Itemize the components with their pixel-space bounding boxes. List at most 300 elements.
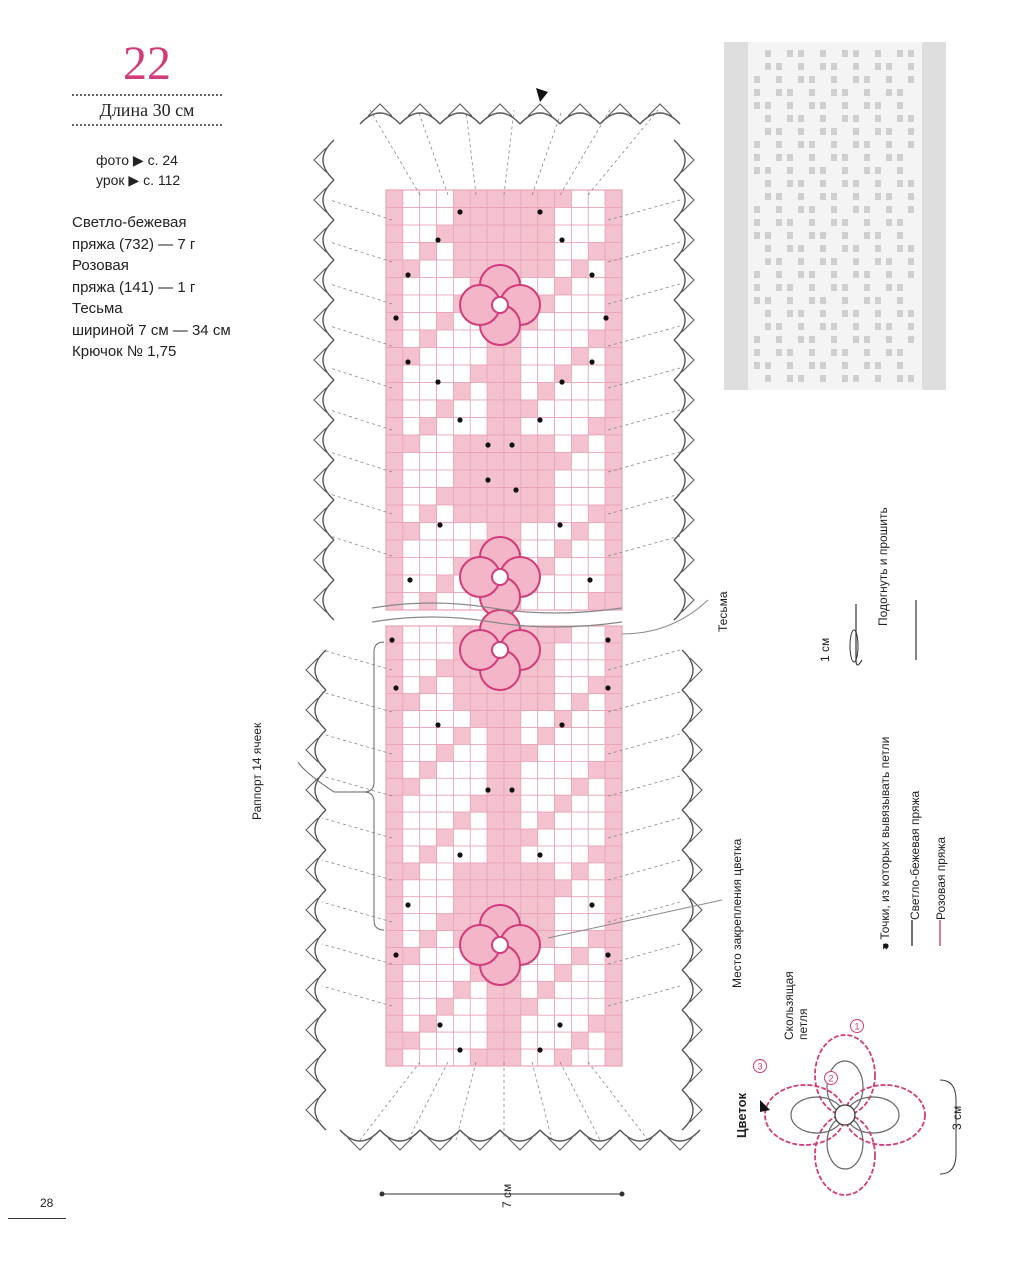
grid-cell bbox=[403, 488, 420, 506]
grid-cell bbox=[538, 190, 555, 208]
grid-cell bbox=[588, 435, 605, 453]
grid-cell bbox=[437, 593, 454, 611]
grid-cell bbox=[555, 863, 572, 880]
grid-cell bbox=[504, 694, 521, 711]
grid-cell bbox=[487, 880, 504, 897]
grid-cell bbox=[538, 728, 555, 745]
grid-cell bbox=[555, 593, 572, 611]
grid-cell bbox=[403, 435, 420, 453]
grid-cell bbox=[504, 761, 521, 778]
grid-cell bbox=[420, 330, 437, 348]
right-lower-edge bbox=[682, 650, 702, 1130]
grid-cell bbox=[403, 540, 420, 558]
grid-cell bbox=[386, 677, 403, 694]
grid-cell bbox=[437, 1049, 454, 1066]
pickup-dot bbox=[393, 685, 398, 690]
grid-cell bbox=[605, 505, 622, 523]
grid-cell bbox=[538, 435, 555, 453]
grid-cell bbox=[538, 761, 555, 778]
grid-cell bbox=[521, 677, 538, 694]
grid-cell bbox=[555, 453, 572, 471]
grid-cell bbox=[420, 295, 437, 313]
grid-cell bbox=[588, 295, 605, 313]
grid-cell bbox=[504, 453, 521, 471]
grid-cell bbox=[605, 575, 622, 593]
grid-cell bbox=[504, 778, 521, 795]
grid-cell bbox=[403, 948, 420, 965]
grid-cell bbox=[470, 846, 487, 863]
grid-cell bbox=[605, 470, 622, 488]
pickup-dot bbox=[405, 272, 410, 277]
grid-cell bbox=[386, 365, 403, 383]
grid-cell bbox=[453, 243, 470, 261]
grid-cell bbox=[386, 453, 403, 471]
grid-cell bbox=[386, 488, 403, 506]
grid-cell bbox=[588, 981, 605, 998]
flower-detail bbox=[765, 1035, 925, 1195]
grid-cell bbox=[403, 278, 420, 296]
grid-cell bbox=[487, 778, 504, 795]
grid-cell bbox=[605, 964, 622, 981]
pickup-dot bbox=[589, 902, 594, 907]
grid-cell bbox=[437, 897, 454, 914]
grid-cell bbox=[538, 829, 555, 846]
edge-scallop bbox=[640, 113, 680, 124]
grid-cell bbox=[521, 260, 538, 278]
pickup-dot bbox=[485, 442, 490, 447]
pickup-dot bbox=[589, 359, 594, 364]
grid-cell bbox=[588, 243, 605, 261]
grid-cell bbox=[420, 470, 437, 488]
grid-cell bbox=[555, 964, 572, 981]
grid-cell bbox=[538, 470, 555, 488]
grid-cell bbox=[487, 190, 504, 208]
grid-cell bbox=[403, 295, 420, 313]
grid-cell bbox=[487, 1032, 504, 1049]
grid-cell bbox=[420, 931, 437, 948]
grid-cell bbox=[521, 190, 538, 208]
stitch-dash bbox=[322, 902, 392, 922]
edge-scallop bbox=[674, 260, 685, 300]
grid-cell bbox=[555, 505, 572, 523]
grid-cell bbox=[571, 593, 588, 611]
lesson-ref: урок ▶ с. 112 bbox=[96, 172, 181, 188]
grid-cell bbox=[420, 575, 437, 593]
grid-cell bbox=[605, 998, 622, 1015]
grid-cell bbox=[538, 626, 555, 643]
left-upper-edge bbox=[314, 140, 334, 620]
edge-scallop bbox=[660, 1130, 700, 1141]
edge-scallop bbox=[520, 113, 560, 124]
grid-cell bbox=[386, 846, 403, 863]
pickup-dot bbox=[603, 315, 608, 320]
grid-cell bbox=[470, 728, 487, 745]
grid-cell bbox=[588, 470, 605, 488]
flower-title: Цветок bbox=[734, 1092, 749, 1138]
grid-cell bbox=[437, 505, 454, 523]
pickup-dot bbox=[435, 237, 440, 242]
grid-cell bbox=[487, 744, 504, 761]
grid-cell bbox=[386, 761, 403, 778]
grid-cell bbox=[470, 208, 487, 226]
grid-cell bbox=[403, 643, 420, 660]
grid-cell bbox=[453, 880, 470, 897]
edge-scallop bbox=[323, 180, 334, 220]
grid-cell bbox=[571, 558, 588, 576]
grid-cell bbox=[521, 470, 538, 488]
grid-cell bbox=[521, 964, 538, 981]
grid-cell bbox=[571, 295, 588, 313]
edge-scallop bbox=[315, 970, 326, 1010]
stitch-dash bbox=[330, 410, 392, 430]
grid-cell bbox=[453, 208, 470, 226]
grid-cell bbox=[437, 540, 454, 558]
grid-cell bbox=[605, 660, 622, 677]
grid-cell bbox=[437, 795, 454, 812]
tape-leader bbox=[622, 600, 708, 634]
grid-cell bbox=[386, 897, 403, 914]
grid-cell bbox=[420, 677, 437, 694]
edge-scallop bbox=[682, 770, 693, 810]
flower-round-3 bbox=[815, 1115, 875, 1195]
grid-cell bbox=[555, 677, 572, 694]
grid-cell bbox=[386, 964, 403, 981]
grid-cell bbox=[420, 558, 437, 576]
pickup-dot bbox=[407, 577, 412, 582]
stitch-dash bbox=[560, 110, 610, 195]
grid-cell bbox=[386, 795, 403, 812]
grid-cell bbox=[470, 243, 487, 261]
grid-cell bbox=[521, 383, 538, 401]
edge-scallop bbox=[682, 850, 693, 890]
stitch-dash bbox=[330, 284, 392, 304]
grid-cell bbox=[403, 846, 420, 863]
grid-cell bbox=[453, 383, 470, 401]
grid-cell bbox=[605, 711, 622, 728]
grid-cell bbox=[605, 829, 622, 846]
flower-center bbox=[492, 297, 508, 313]
grid-cell bbox=[538, 964, 555, 981]
grid-cell bbox=[437, 295, 454, 313]
grid-cell bbox=[437, 931, 454, 948]
grid-cell bbox=[605, 348, 622, 366]
grid-cell bbox=[571, 880, 588, 897]
grid-cell bbox=[555, 330, 572, 348]
grid-cell bbox=[403, 626, 420, 643]
edge-scallop bbox=[315, 1050, 326, 1090]
grid-cell bbox=[538, 593, 555, 611]
edge-scallop bbox=[560, 113, 600, 124]
grid-cell bbox=[555, 846, 572, 863]
grid-cell bbox=[386, 435, 403, 453]
grid-cell bbox=[386, 744, 403, 761]
grid-cell bbox=[420, 846, 437, 863]
grid-cell bbox=[470, 812, 487, 829]
grid-cell bbox=[453, 694, 470, 711]
grid-cell bbox=[588, 225, 605, 243]
edge-scallop bbox=[323, 380, 334, 420]
grid-cell bbox=[521, 846, 538, 863]
grid-cell bbox=[571, 677, 588, 694]
grid-cell bbox=[555, 643, 572, 660]
grid-cell bbox=[588, 453, 605, 471]
grid-cell bbox=[538, 795, 555, 812]
grid-cell bbox=[555, 470, 572, 488]
grid-cell bbox=[571, 453, 588, 471]
grid-cell bbox=[555, 348, 572, 366]
flower-round-3 bbox=[815, 1035, 875, 1115]
grid-cell bbox=[571, 540, 588, 558]
edge-scallop bbox=[315, 730, 326, 770]
grid-cell bbox=[605, 795, 622, 812]
grid-cell bbox=[571, 795, 588, 812]
grid-cell bbox=[420, 365, 437, 383]
grid-cell bbox=[521, 998, 538, 1015]
grid-cell bbox=[470, 383, 487, 401]
grid-cell bbox=[437, 1032, 454, 1049]
grid-cell bbox=[386, 931, 403, 948]
grid-cell bbox=[588, 880, 605, 897]
pickup-dot bbox=[537, 209, 542, 214]
grid-cell bbox=[555, 260, 572, 278]
grid-cell bbox=[420, 863, 437, 880]
grid-cell bbox=[588, 383, 605, 401]
grid-cell bbox=[403, 880, 420, 897]
grid-cell bbox=[555, 558, 572, 576]
grid-cell bbox=[588, 365, 605, 383]
grid-cell bbox=[386, 660, 403, 677]
grid-cell bbox=[588, 400, 605, 418]
grid-cell bbox=[420, 964, 437, 981]
edge-scallop bbox=[682, 1090, 693, 1130]
grid-cell bbox=[386, 575, 403, 593]
grid-cell bbox=[538, 914, 555, 931]
grid-cell bbox=[403, 505, 420, 523]
grid-cell bbox=[605, 677, 622, 694]
edge-scallop bbox=[682, 1050, 693, 1090]
edge-scallop bbox=[682, 890, 693, 930]
grid-cell bbox=[386, 998, 403, 1015]
repeat-brace bbox=[334, 642, 384, 930]
edge-scallop bbox=[323, 300, 334, 340]
grid-cell bbox=[571, 330, 588, 348]
grid-cell bbox=[571, 863, 588, 880]
grid-cell bbox=[521, 330, 538, 348]
grid-cell bbox=[504, 505, 521, 523]
grid-cell bbox=[571, 728, 588, 745]
grid-cell bbox=[437, 208, 454, 226]
grid-cell bbox=[605, 278, 622, 296]
grid-cell bbox=[588, 863, 605, 880]
edge-scallop bbox=[323, 340, 334, 380]
grid-cell bbox=[538, 365, 555, 383]
grid-cell bbox=[420, 540, 437, 558]
grid-cell bbox=[470, 1049, 487, 1066]
grid-cell bbox=[420, 643, 437, 660]
stitch-dash bbox=[322, 776, 392, 796]
grid-cell bbox=[420, 761, 437, 778]
stitch-dash bbox=[330, 452, 392, 472]
grid-cell bbox=[555, 626, 572, 643]
grid-cell bbox=[588, 278, 605, 296]
pickup-dot bbox=[457, 852, 462, 857]
grid-cell bbox=[453, 505, 470, 523]
edge-scallop bbox=[674, 220, 685, 260]
grid-cell bbox=[487, 348, 504, 366]
stitch-dash bbox=[370, 110, 420, 195]
grid-cell bbox=[453, 400, 470, 418]
edge-scallop bbox=[315, 1010, 326, 1050]
legend-beige: Светло-бежевая пряжа bbox=[908, 790, 922, 920]
grid-cell bbox=[555, 575, 572, 593]
grid-cell bbox=[504, 812, 521, 829]
grid-cell bbox=[588, 330, 605, 348]
grid-cell bbox=[403, 795, 420, 812]
edge-scallop bbox=[674, 540, 685, 580]
grid-cell bbox=[605, 593, 622, 611]
grid-cell bbox=[588, 914, 605, 931]
grid-cell bbox=[403, 914, 420, 931]
grid-cell bbox=[403, 1032, 420, 1049]
grid-cell bbox=[487, 383, 504, 401]
grid-cell bbox=[538, 330, 555, 348]
grid-cell bbox=[571, 523, 588, 541]
grid-cell bbox=[470, 418, 487, 436]
round-number: 1 bbox=[854, 1021, 860, 1032]
grid-cell bbox=[521, 225, 538, 243]
pickup-dot bbox=[389, 637, 394, 642]
grid-cell bbox=[555, 295, 572, 313]
grid-cell bbox=[470, 778, 487, 795]
grid-cell bbox=[386, 190, 403, 208]
pickup-dot bbox=[589, 272, 594, 277]
grid-cell bbox=[571, 626, 588, 643]
pickup-dot bbox=[393, 315, 398, 320]
grid-cell bbox=[487, 795, 504, 812]
pattern-number: 22 bbox=[123, 37, 171, 90]
grid-cell bbox=[588, 208, 605, 226]
grid-cell bbox=[487, 829, 504, 846]
grid-cell bbox=[420, 897, 437, 914]
grid-cell bbox=[555, 435, 572, 453]
grid-cell bbox=[538, 505, 555, 523]
grid-cell bbox=[386, 694, 403, 711]
grid-cell bbox=[605, 260, 622, 278]
dimension-end bbox=[620, 1192, 625, 1197]
grid-cell bbox=[386, 523, 403, 541]
grid-cell bbox=[453, 778, 470, 795]
grid-cell bbox=[538, 677, 555, 694]
grid-cell bbox=[470, 744, 487, 761]
pickup-dot bbox=[393, 952, 398, 957]
grid-cell bbox=[470, 470, 487, 488]
edge-scallop bbox=[500, 1130, 540, 1141]
grid-cell bbox=[521, 778, 538, 795]
grid-cell bbox=[555, 1032, 572, 1049]
grid-cell bbox=[386, 260, 403, 278]
grid-cell bbox=[504, 190, 521, 208]
grid-cell bbox=[437, 778, 454, 795]
grid-cell bbox=[538, 313, 555, 331]
grid-cell bbox=[487, 846, 504, 863]
grid-cell bbox=[453, 225, 470, 243]
grid-cell bbox=[403, 931, 420, 948]
edge-scallop bbox=[682, 650, 693, 690]
grid-cell bbox=[571, 778, 588, 795]
grid-cell bbox=[437, 981, 454, 998]
grid-cell bbox=[453, 897, 470, 914]
grid-cell bbox=[437, 728, 454, 745]
grid-cell bbox=[386, 981, 403, 998]
fold-size-label: 1 см bbox=[818, 637, 832, 662]
grid-cell bbox=[538, 383, 555, 401]
pickup-dot bbox=[485, 477, 490, 482]
grid-cell bbox=[453, 260, 470, 278]
flower-attach-label: Место закрепления цветка bbox=[730, 838, 744, 988]
grid-cell bbox=[403, 812, 420, 829]
edge-scallop bbox=[682, 810, 693, 850]
edge-scallop bbox=[315, 1090, 326, 1130]
grid-cell bbox=[437, 190, 454, 208]
material-line: пряжа (732) — 7 г bbox=[72, 235, 196, 253]
grid-cell bbox=[470, 1032, 487, 1049]
grid-cell bbox=[386, 313, 403, 331]
grid-cell bbox=[420, 523, 437, 541]
pickup-dot bbox=[559, 237, 564, 242]
grid-cell bbox=[487, 243, 504, 261]
grid-cell bbox=[571, 575, 588, 593]
grid-cell bbox=[386, 812, 403, 829]
grid-cell bbox=[403, 998, 420, 1015]
grid-cell bbox=[521, 540, 538, 558]
edge-scallop bbox=[315, 650, 326, 690]
grid-cell bbox=[403, 829, 420, 846]
grid-cell bbox=[538, 348, 555, 366]
edge-scallop bbox=[674, 500, 685, 540]
grid-cell bbox=[437, 744, 454, 761]
grid-cell bbox=[386, 914, 403, 931]
grid-cell bbox=[504, 1049, 521, 1066]
grid-cell bbox=[521, 488, 538, 506]
pickup-dot bbox=[513, 487, 518, 492]
grid-cell bbox=[605, 812, 622, 829]
flower-start-arrow bbox=[760, 1100, 770, 1112]
grid-cell bbox=[504, 225, 521, 243]
repeat-label: Раппорт 14 ячеек bbox=[250, 722, 264, 820]
grid-cell bbox=[420, 278, 437, 296]
stitch-dash bbox=[322, 986, 392, 1006]
edge-scallop bbox=[674, 300, 685, 340]
grid-cell bbox=[521, 435, 538, 453]
grid-cell bbox=[521, 761, 538, 778]
grid-cell bbox=[555, 897, 572, 914]
grid-cell bbox=[588, 948, 605, 965]
grid-cell bbox=[437, 383, 454, 401]
grid-cell bbox=[538, 711, 555, 728]
grid-cell bbox=[403, 260, 420, 278]
edge-scallop bbox=[323, 460, 334, 500]
grid-cell bbox=[453, 795, 470, 812]
edge-scallop bbox=[674, 580, 685, 620]
grid-cell bbox=[470, 1015, 487, 1032]
grid-cell bbox=[453, 540, 470, 558]
grid-cell bbox=[521, 829, 538, 846]
stitch-dash bbox=[330, 536, 392, 556]
grid-cell bbox=[420, 880, 437, 897]
grid-cell bbox=[437, 558, 454, 576]
grid-cell bbox=[571, 435, 588, 453]
grid-cell bbox=[571, 190, 588, 208]
